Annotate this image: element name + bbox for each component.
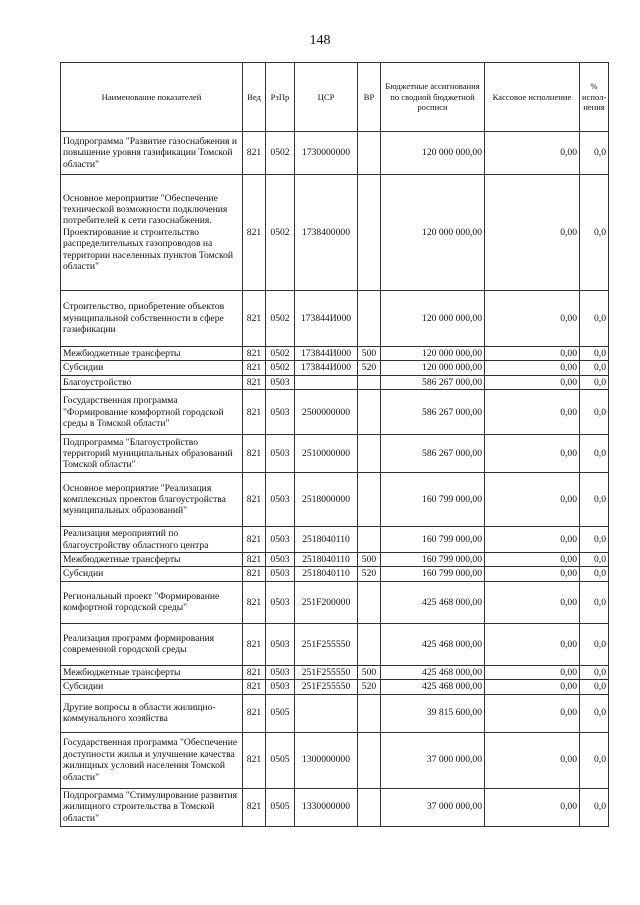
cell-cash: 0,00 — [485, 694, 580, 732]
cell-budget: 37 000 000,00 — [381, 732, 485, 788]
cell-budget: 425 468 000,00 — [381, 623, 485, 665]
cell-pct: 0,0 — [580, 732, 609, 788]
cell-csr: 1730000000 — [295, 132, 358, 175]
cell-pct: 0,0 — [580, 694, 609, 732]
table-row — [61, 347, 609, 361]
cell-name: Межбюджетные трансферты — [61, 665, 243, 679]
cell-pct: 0,0 — [580, 473, 609, 527]
cell-cash: 0,00 — [485, 473, 580, 527]
cell-vr: 500 — [358, 665, 381, 679]
table-row — [61, 361, 609, 375]
cell-pct: 0,0 — [580, 361, 609, 375]
cell-vr: 520 — [358, 567, 381, 581]
table-row — [61, 553, 609, 567]
cell-cash: 0,00 — [485, 527, 580, 553]
cell-ved: 821 — [243, 788, 266, 826]
cell-name: Субсидии — [61, 680, 243, 694]
cell-pct: 0,0 — [580, 567, 609, 581]
cell-csr: 1738400000 — [295, 175, 358, 291]
cell-name: Строительство, приобретение объектов муниципальной собственности в сфере газификации — [61, 291, 243, 347]
cell-vr — [358, 175, 381, 291]
table-row — [61, 175, 609, 291]
cell-rzpr: 0502 — [266, 132, 295, 175]
cell-ved: 821 — [243, 581, 266, 623]
header-rzpr: РзПр — [266, 63, 295, 132]
table-row — [61, 788, 609, 826]
header-cash: Кассовое исполнение — [485, 63, 580, 132]
cell-budget: 425 468 000,00 — [381, 581, 485, 623]
cell-name: Реализация мероприятий по благоустройству областного центра — [61, 527, 243, 553]
cell-rzpr: 0503 — [266, 567, 295, 581]
cell-csr: 173844И000 — [295, 291, 358, 347]
cell-ved: 821 — [243, 473, 266, 527]
cell-ved: 821 — [243, 175, 266, 291]
cell-rzpr: 0503 — [266, 527, 295, 553]
header-budget: Бюджетные ассигнования по сводной бюджетной росписи — [381, 63, 485, 132]
cell-budget: 425 468 000,00 — [381, 680, 485, 694]
cell-csr: 2510000000 — [295, 435, 358, 473]
cell-name: Другие вопросы в области жилищно-коммунального хозяйства — [61, 694, 243, 732]
cell-cash: 0,00 — [485, 361, 580, 375]
cell-name: Благоустройство — [61, 375, 243, 389]
cell-cash: 0,00 — [485, 390, 580, 435]
cell-name: Субсидии — [61, 361, 243, 375]
cell-ved: 821 — [243, 694, 266, 732]
cell-cash: 0,00 — [485, 665, 580, 679]
cell-name: Основное мероприятие "Обеспечение технической возможности подключения потребителей к сети газоснабжения. Проектирование и строительство распределительных газопроводов на территории населенных пунктов Томской области" — [61, 175, 243, 291]
cell-name: Субсидии — [61, 567, 243, 581]
cell-pct: 0,0 — [580, 347, 609, 361]
table-row — [61, 132, 609, 175]
cell-name: Подпрограмма "Стимулирование развития жилищного строительства в Томской области" — [61, 788, 243, 826]
cell-vr — [358, 390, 381, 435]
table-row — [61, 581, 609, 623]
cell-rzpr: 0505 — [266, 732, 295, 788]
cell-cash: 0,00 — [485, 347, 580, 361]
cell-budget: 39 815 600,00 — [381, 694, 485, 732]
cell-cash: 0,00 — [485, 788, 580, 826]
cell-cash: 0,00 — [485, 375, 580, 389]
cell-csr — [295, 694, 358, 732]
cell-vr — [358, 623, 381, 665]
header-ved: Вед — [243, 63, 266, 132]
page-number: 148 — [309, 33, 331, 48]
cell-name: Реализация программ формирования современной городской среды — [61, 623, 243, 665]
table-row — [61, 665, 609, 679]
cell-ved: 821 — [243, 132, 266, 175]
cell-pct: 0,0 — [580, 375, 609, 389]
cell-name: Подпрограмма "Развитие газоснабжения и повышение уровня газификации Томской области" — [61, 132, 243, 175]
cell-ved: 821 — [243, 347, 266, 361]
cell-vr — [358, 473, 381, 527]
cell-rzpr: 0505 — [266, 694, 295, 732]
cell-budget: 160 799 000,00 — [381, 553, 485, 567]
cell-csr: 173844И000 — [295, 347, 358, 361]
cell-ved: 821 — [243, 567, 266, 581]
cell-rzpr: 0502 — [266, 175, 295, 291]
cell-csr: 1330000000 — [295, 788, 358, 826]
cell-rzpr: 0503 — [266, 680, 295, 694]
cell-pct: 0,0 — [580, 291, 609, 347]
cell-ved: 821 — [243, 732, 266, 788]
cell-vr — [358, 291, 381, 347]
cell-budget: 160 799 000,00 — [381, 527, 485, 553]
cell-vr — [358, 527, 381, 553]
cell-ved: 821 — [243, 291, 266, 347]
cell-pct: 0,0 — [580, 623, 609, 665]
cell-name: Межбюджетные трансферты — [61, 347, 243, 361]
table-row — [61, 435, 609, 473]
cell-rzpr: 0503 — [266, 435, 295, 473]
cell-cash: 0,00 — [485, 581, 580, 623]
cell-rzpr: 0503 — [266, 665, 295, 679]
cell-ved: 821 — [243, 435, 266, 473]
cell-cash: 0,00 — [485, 132, 580, 175]
cell-cash: 0,00 — [485, 680, 580, 694]
cell-vr: 500 — [358, 553, 381, 567]
cell-ved: 821 — [243, 375, 266, 389]
cell-csr — [295, 375, 358, 389]
cell-vr: 520 — [358, 680, 381, 694]
cell-cash: 0,00 — [485, 732, 580, 788]
cell-pct: 0,0 — [580, 435, 609, 473]
cell-vr — [358, 435, 381, 473]
cell-ved: 821 — [243, 527, 266, 553]
cell-budget: 120 000 000,00 — [381, 132, 485, 175]
header-vr: ВР — [358, 63, 381, 132]
cell-vr — [358, 788, 381, 826]
cell-ved: 821 — [243, 361, 266, 375]
table-header-row — [61, 63, 609, 132]
cell-rzpr: 0505 — [266, 788, 295, 826]
table-row — [61, 473, 609, 527]
cell-pct: 0,0 — [580, 665, 609, 679]
cell-rzpr: 0502 — [266, 347, 295, 361]
cell-cash: 0,00 — [485, 567, 580, 581]
header-name: Наименование показателей — [61, 63, 243, 132]
cell-budget: 425 468 000,00 — [381, 665, 485, 679]
cell-pct: 0,0 — [580, 390, 609, 435]
cell-vr — [358, 732, 381, 788]
cell-cash: 0,00 — [485, 435, 580, 473]
cell-vr — [358, 132, 381, 175]
cell-csr: 2518040110 — [295, 553, 358, 567]
cell-vr — [358, 694, 381, 732]
cell-rzpr: 0503 — [266, 390, 295, 435]
table-row — [61, 623, 609, 665]
cell-name: Государственная программа "Обеспечение доступности жилья и улучшение качества жилищных условий населения Томской области" — [61, 732, 243, 788]
cell-name: Подпрограмма "Благоустройство территорий муниципальных образований Томской области" — [61, 435, 243, 473]
header-csr: ЦСР — [295, 63, 358, 132]
cell-csr: 2500000000 — [295, 390, 358, 435]
cell-rzpr: 0503 — [266, 473, 295, 527]
cell-pct: 0,0 — [580, 581, 609, 623]
cell-budget: 120 000 000,00 — [381, 347, 485, 361]
table-row — [61, 390, 609, 435]
cell-pct: 0,0 — [580, 132, 609, 175]
cell-vr: 520 — [358, 361, 381, 375]
cell-cash: 0,00 — [485, 291, 580, 347]
cell-ved: 821 — [243, 680, 266, 694]
cell-ved: 821 — [243, 623, 266, 665]
cell-pct: 0,0 — [580, 680, 609, 694]
cell-cash: 0,00 — [485, 175, 580, 291]
cell-csr: 251F255550 — [295, 665, 358, 679]
cell-cash: 0,00 — [485, 623, 580, 665]
cell-csr: 173844И000 — [295, 361, 358, 375]
cell-rzpr: 0503 — [266, 623, 295, 665]
header-pct: % испол-нения — [580, 63, 609, 132]
table-row — [61, 527, 609, 553]
cell-budget: 37 000 000,00 — [381, 788, 485, 826]
cell-ved: 821 — [243, 553, 266, 567]
cell-budget: 160 799 000,00 — [381, 473, 485, 527]
cell-csr: 2518040110 — [295, 527, 358, 553]
table-row — [61, 291, 609, 347]
cell-budget: 120 000 000,00 — [381, 175, 485, 291]
cell-csr: 251F200000 — [295, 581, 358, 623]
cell-ved: 821 — [243, 665, 266, 679]
table-row — [61, 732, 609, 788]
cell-budget: 586 267 000,00 — [381, 435, 485, 473]
cell-cash: 0,00 — [485, 553, 580, 567]
table-row — [61, 375, 609, 389]
cell-pct: 0,0 — [580, 175, 609, 291]
cell-rzpr: 0503 — [266, 375, 295, 389]
cell-vr — [358, 375, 381, 389]
cell-pct: 0,0 — [580, 553, 609, 567]
table-row — [61, 694, 609, 732]
cell-budget: 160 799 000,00 — [381, 567, 485, 581]
cell-vr — [358, 581, 381, 623]
cell-csr: 251F255550 — [295, 623, 358, 665]
cell-csr: 1300000000 — [295, 732, 358, 788]
cell-name: Основное мероприятие "Реализация комплексных проектов благоустройства муниципальных образований" — [61, 473, 243, 527]
cell-name: Государственная программа "Формирование комфортной городской среды в Томской области" — [61, 390, 243, 435]
cell-vr: 500 — [358, 347, 381, 361]
cell-rzpr: 0503 — [266, 553, 295, 567]
cell-pct: 0,0 — [580, 788, 609, 826]
cell-name: Межбюджетные трансферты — [61, 553, 243, 567]
cell-ved: 821 — [243, 390, 266, 435]
budget-table — [60, 62, 609, 827]
cell-csr: 2518040110 — [295, 567, 358, 581]
cell-rzpr: 0503 — [266, 581, 295, 623]
table-body — [61, 132, 609, 827]
cell-budget: 120 000 000,00 — [381, 291, 485, 347]
cell-budget: 120 000 000,00 — [381, 361, 485, 375]
table-row — [61, 567, 609, 581]
cell-pct: 0,0 — [580, 527, 609, 553]
cell-name: Региональный проект "Формирование комфортной городской среды" — [61, 581, 243, 623]
cell-rzpr: 0502 — [266, 361, 295, 375]
table-row — [61, 680, 609, 694]
cell-budget: 586 267 000,00 — [381, 390, 485, 435]
cell-csr: 2518000000 — [295, 473, 358, 527]
cell-csr: 251F255550 — [295, 680, 358, 694]
cell-budget: 586 267 000,00 — [381, 375, 485, 389]
cell-rzpr: 0502 — [266, 291, 295, 347]
